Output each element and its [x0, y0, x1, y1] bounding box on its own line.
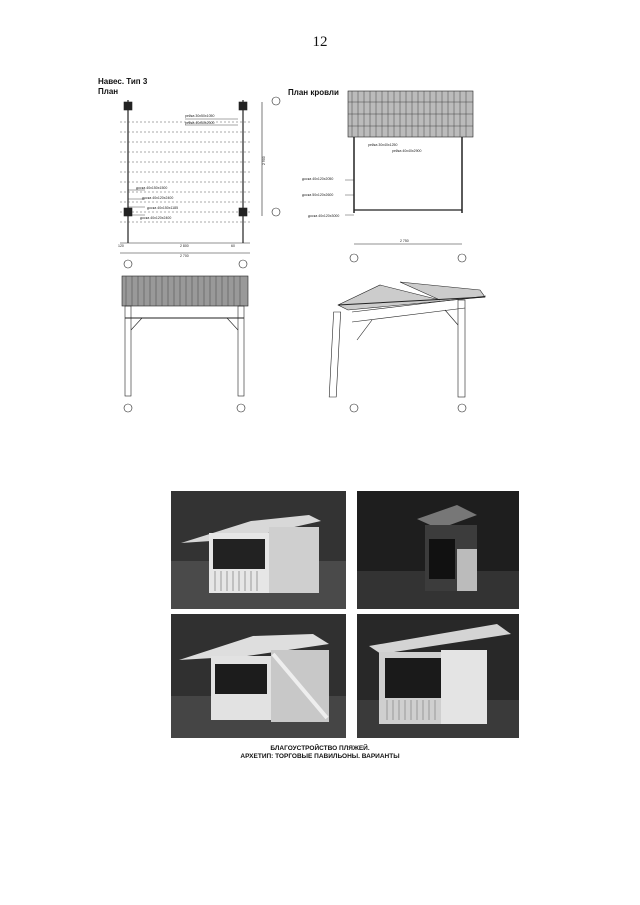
roof-label-5: доска 40х120х3000	[308, 214, 340, 218]
kiosk-render-image	[357, 614, 519, 738]
roof-dim-1: 2 750	[400, 239, 409, 243]
plan-label-2: рейка 40х50х2000	[185, 121, 215, 125]
render-photo-top-left	[171, 491, 346, 609]
side-elevation	[329, 282, 486, 412]
plan-dim-4: 60	[231, 244, 235, 248]
render-photo-bottom-right	[357, 614, 519, 738]
kiosk-render-image	[171, 614, 346, 738]
roof-label-4: доска 50х120х2600	[302, 193, 334, 197]
plan-label-5: доска 40х150х1185	[147, 206, 179, 210]
plan-dim-2: 2 700	[180, 254, 189, 258]
plan-dim-3: 120	[118, 244, 124, 248]
plan-label-3: доска 40х150х1500	[136, 186, 168, 190]
title-line-1: Навес. Тип 3	[98, 77, 148, 86]
roof-label-3: доска 40х120х2050	[302, 177, 334, 181]
kiosk-render-image	[171, 491, 346, 609]
technical-drawings	[0, 0, 640, 440]
plan-label-4: доска 40х120х2400	[142, 196, 174, 200]
caption-line-1: БЛАГОУСТРОЙСТВО ПЛЯЖЕЙ.	[270, 745, 370, 752]
roof-plan-view	[345, 91, 473, 262]
plan-label-6: доска 40х120х2400	[140, 216, 172, 220]
figure-caption	[0, 745, 640, 761]
render-photo-bottom-left	[171, 614, 346, 738]
render-photo-top-right	[357, 491, 519, 609]
roof-plan-title: План кровли	[288, 88, 339, 97]
caption-line-2: АРХЕТИП: ТОРГОВЫЕ ПАВИЛЬОНЫ. ВАРИАНТЫ	[240, 753, 400, 760]
kiosk-render-image	[357, 491, 519, 609]
page-number: 12	[312, 34, 328, 50]
plan-dim-5: 2 900	[262, 156, 266, 165]
title-line-2: План	[98, 87, 119, 96]
roof-label-2: рейка 40х40х2900	[392, 149, 422, 153]
front-elevation	[122, 276, 248, 412]
plan-dim-1: 2 800	[180, 244, 189, 248]
roof-label-1: рейка 30х40х1250	[368, 143, 398, 147]
plan-label-1: рейка 30х50х1050	[185, 114, 215, 118]
